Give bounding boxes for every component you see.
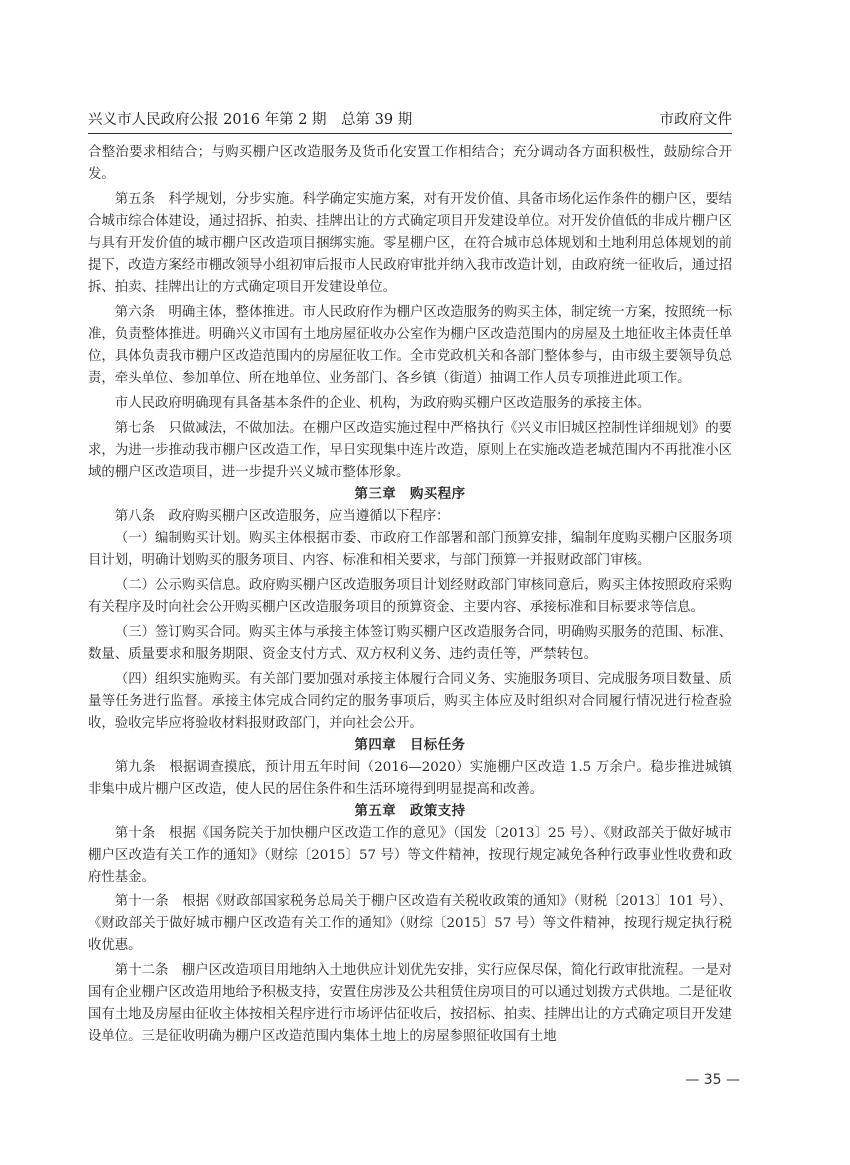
article-9: 第九条 根据调查摸底，预计用五年时间（2016—2020）实施棚户区改造 1.5 万余户。稳步推进城镇非集中成片棚户区改造，使人民的居住条件和生活环境得到明显提高和改善。	[88, 759, 732, 797]
paragraph-continuation: 合整治要求相结合；与购买棚户区改造服务及货币化安置工作相结合；充分调动各方面积极性，鼓励综合开发。	[88, 145, 732, 182]
procedure-item-3: （三）签订购买合同。购买主体与承接主体签订购买棚户区改造服务合同，明确购买服务的范围、标准、数量、质量要求和服务期限、资金支付方式、双方权利义务、违约责任等，严禁转包。	[88, 624, 732, 662]
article-12: 第十二条 棚户区改造项目用地纳入土地供应计划优先安排，实行应保尽保，简化行政审批流程。一是对国有企业棚户区改造用地给予积极支持，安置住房涉及公共租赁住房项目的可以通过划拨方式供地。二是征收国有土地及房屋由征收主体按相关程序进行市场评估征收后，按招标、拍卖、挂牌出让的方式确定项目开发建设单位。三是征收明确为棚户区改造范围内集体土地上的房屋参照征收国有土地	[88, 963, 732, 1045]
article-5: 第五条 科学规划，分步实施。科学确定实施方案，对有开发价值、具备市场化运作条件的棚户区，要结合城市综合体建设，通过招拆、拍卖、挂牌出让的方式确定项目开发建设单位。对开发价值低的非成片棚户区与具有开发价值的城市棚户区改造项目捆绑实施。零星棚户区，在符合城市总体规划和土地利用总体规划的前提下，改造方案经市棚改领导小组初审后报市人民政府审批并纳入我市改造计划，由政府统一征收后，通过招拆、拍卖、挂牌出让的方式确定项目开发建设单位。	[88, 191, 732, 295]
header-divider	[88, 133, 732, 134]
article-10: 第十条 根据《国务院关于加快棚户区改造工作的意见》（国发〔2013〕25 号）、《财政部关于做好城市棚户区改造有关工作的通知》（财综〔2015〕57 号）等文件精神，按现行规定减免各种行政事业性收费和政府性基金。	[88, 825, 732, 885]
paragraph-undertaking-subject: 市人民政府明确现有具备基本条件的企业、机构，为政府购买棚户区改造服务的承接主体。	[114, 395, 651, 411]
header-publication-title: 兴义市人民政府公报 2016 年第 2 期 总第 39 期	[88, 112, 413, 128]
procedure-item-1: （一）编制购买计划。购买主体根据市委、市政府工作部署和部门预算安排，编制年度购买棚户区服务项目计划，明确计划购买的服务项目、内容、标准和相关要求，与部门预算一并报财政部门审核。	[88, 530, 732, 568]
page-header	[88, 108, 732, 129]
header-section-label: 市政府文件	[659, 112, 732, 128]
article-6: 第六条 明确主体，整体推进。市人民政府作为棚户区改造服务的购买主体，制定统一方案，按照统一标准，负责整体推进。明确兴义市国有土地房屋征收办公室作为棚户区改造范围内的房屋及土地征收主体责任单位，具体负责我市棚户区改造范围内的房屋征收工作。全市党政机关和各部门整体参与，由市级主要领导负总责，牵头单位、参加单位、所在地单位、业务部门、各乡镇（街道）抽调工作人员专项推进此项工作。	[88, 304, 732, 386]
chapter-heading-3: 第三章 购买程序	[354, 486, 466, 502]
page-number: — 35 —	[685, 1072, 740, 1088]
chapter-heading-5: 第五章 政策支持	[354, 803, 466, 819]
article-11: 第十一条 根据《财政部国家税务总局关于棚户区改造有关税收政策的通知》（财税〔2013〕101 号）、《财政部关于做好城市棚户区改造有关工作的通知》（财综〔2015〕57 号）等文件精神，按现行规定执行税收优惠。	[88, 894, 732, 954]
article-8: 第八条 政府购买棚户区改造服务，应当遵循以下程序：	[114, 508, 450, 524]
chapter-heading-4: 第四章 目标任务	[354, 737, 466, 753]
procedure-item-2: （二）公示购买信息。政府购买棚户区改造服务项目计划经财政部门审核同意后，购买主体按照政府采购有关程序及时向社会公开购买棚户区改造服务项目的预算资金、主要内容、承接标准和目标要求等信息。	[88, 577, 732, 615]
procedure-item-4: （四）组织实施购买。有关部门要加强对承接主体履行合同义务、实施服务项目、完成服务项目数量、质量等任务进行监督。承接主体完成合同约定的服务事项后，购买主体应及时组织对合同履行情况进行检查验收，验收完毕应将验收材料报财政部门，并向社会公开。	[88, 671, 732, 731]
document-body	[88, 142, 732, 1048]
article-7: 第七条 只做减法，不做加法。在棚户区改造实施过程中严格执行《兴义市旧城区控制性详细规划》的要求，为进一步推动我市棚户区改造工作，早日实现集中连片改造，原则上在实施改造老城范围内不再批准小区域的棚户区改造项目，进一步提升兴义城市整体形象。	[88, 420, 732, 480]
